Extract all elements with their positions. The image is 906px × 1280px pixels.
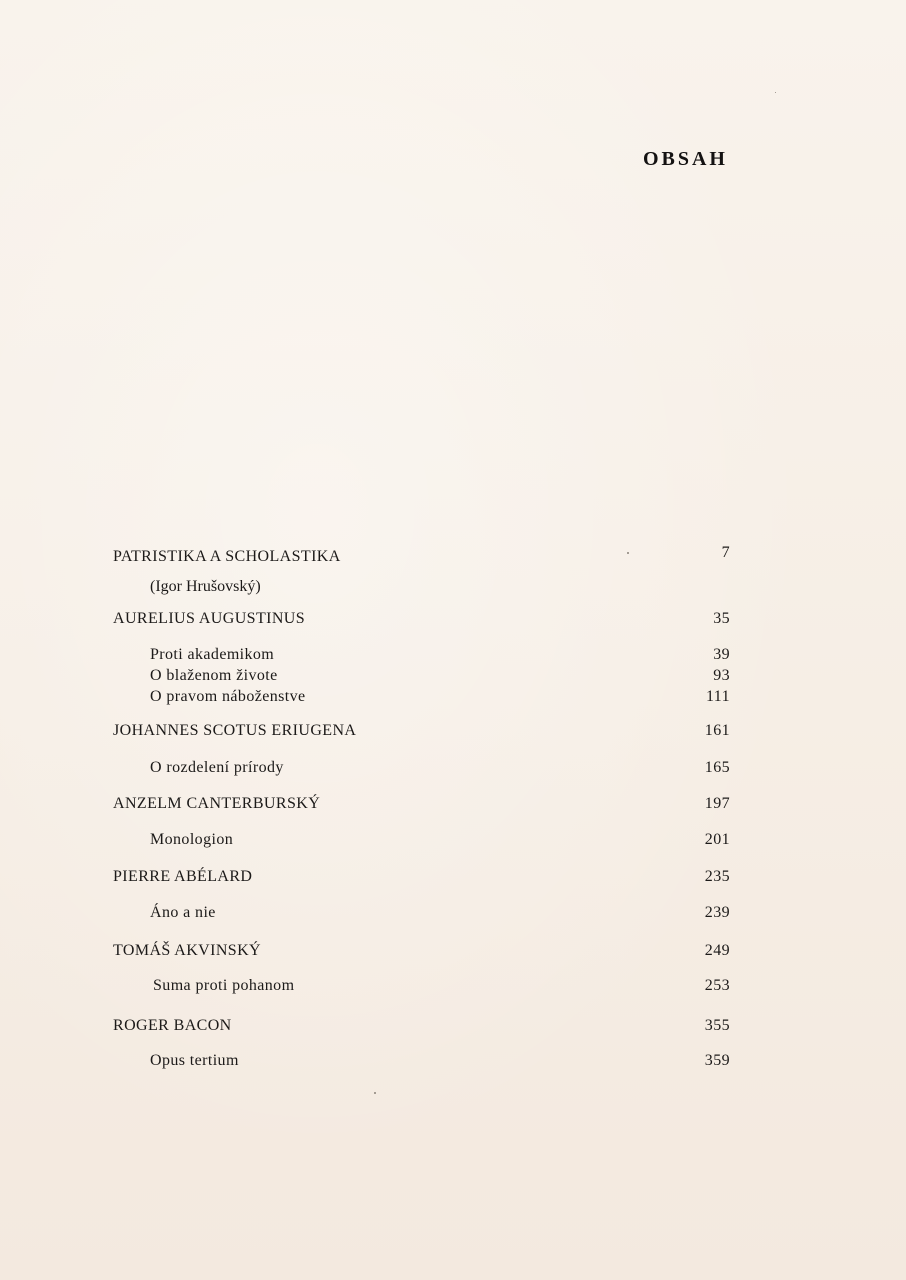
toc-entry-page: 235 <box>704 868 730 885</box>
toc-entry-page: 359 <box>704 1052 730 1069</box>
toc-entry <box>113 720 730 742</box>
toc-entry <box>113 975 730 997</box>
toc-entry-label: ROGER BACON <box>113 1017 232 1034</box>
toc-entry-page: 165 <box>704 759 730 776</box>
toc-entry-page: 111 <box>705 688 730 705</box>
toc-entry <box>113 644 730 666</box>
toc-entry <box>113 1050 730 1072</box>
toc-entry-page: 35 <box>713 610 730 627</box>
toc-entry <box>113 757 730 779</box>
paper-speck <box>374 1092 376 1094</box>
toc-entry-page: 249 <box>704 942 730 959</box>
toc-entry <box>113 866 730 888</box>
toc-entry-page: 197 <box>704 795 730 812</box>
toc-entry-label: Áno a nie <box>150 904 216 921</box>
toc-entry-page: 161 <box>704 722 730 739</box>
editor-note: (Igor Hrušovský) <box>150 578 261 595</box>
toc-entry <box>113 940 730 962</box>
toc-entry <box>113 793 730 815</box>
toc-entry-page: 201 <box>704 831 730 848</box>
toc-entry-page: 253 <box>704 977 730 994</box>
toc-entry-label: Proti akademikom <box>150 646 275 663</box>
toc-entry-label: JOHANNES SCOTUS ERIUGENA <box>113 722 357 739</box>
toc-entry <box>113 1015 730 1037</box>
toc-entry <box>113 902 730 924</box>
toc-entry-label: Monologion <box>150 831 234 848</box>
toc-entry-label: PIERRE ABÉLARD <box>113 868 253 885</box>
toc-entry-label: Suma proti pohanom <box>153 977 295 994</box>
toc-entry-label: PATRISTIKA A SCHOLASTIKA <box>113 548 341 565</box>
toc-entry <box>113 546 730 568</box>
toc-entry-label: O blaženom živote <box>150 667 278 684</box>
toc-entry-label: ANZELM CANTERBURSKÝ <box>113 795 321 812</box>
toc-entry-page: 239 <box>704 904 730 921</box>
toc-entry-label: O pravom náboženstve <box>150 688 306 705</box>
toc-entry <box>113 829 730 851</box>
toc-entry-label: O rozdelení prírody <box>150 759 284 776</box>
paper-speck <box>775 92 776 93</box>
toc-entry-page: 93 <box>713 667 730 684</box>
toc-entry-page: 39 <box>713 646 730 663</box>
toc-entry-label: Opus tertium <box>150 1052 239 1069</box>
page-title: OBSAH <box>642 148 728 170</box>
toc-entry-page: 7 <box>721 544 730 561</box>
toc-entry-label: AURELIUS AUGUSTINUS <box>113 610 306 627</box>
toc-entry <box>113 686 730 708</box>
toc-entry-page: 355 <box>704 1017 730 1034</box>
toc-entry <box>113 608 730 630</box>
paper-speck <box>627 552 629 554</box>
toc-entry <box>113 665 730 687</box>
toc-entry-label: TOMÁŠ AKVINSKÝ <box>113 942 261 959</box>
